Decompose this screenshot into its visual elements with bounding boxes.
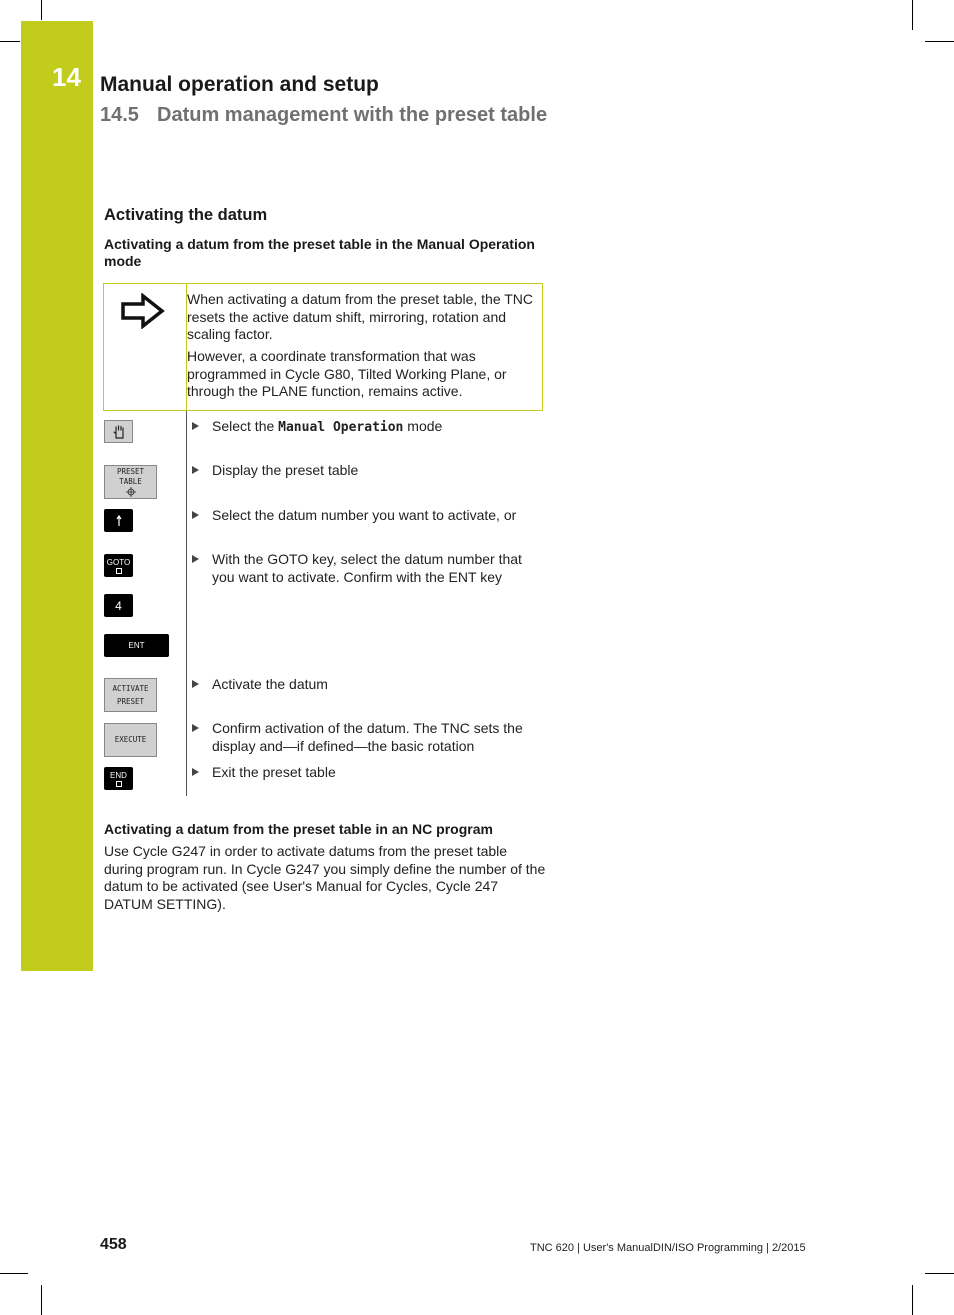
end-key[interactable] xyxy=(104,767,133,790)
preset-table-label-1: PRESET xyxy=(116,467,145,476)
page-number: 458 xyxy=(100,1236,127,1253)
step-1-pre: Select the xyxy=(212,418,279,434)
preset-table-softkey[interactable] xyxy=(104,465,157,499)
subheading-manual-mode: Activating a datum from the preset table in the Manual Operation mode xyxy=(104,236,535,269)
ent-key-label: ENT xyxy=(128,641,145,650)
activate-label-1: ACTIVATE xyxy=(112,683,149,693)
ent-key[interactable] xyxy=(104,634,169,657)
step-6-text: Confirm activation of the datum. The TNC sets the display and—if defined—the basic rotation xyxy=(212,720,523,754)
execute-label: EXECUTE xyxy=(114,735,147,744)
crop-mark xyxy=(41,1285,42,1315)
bullet-triangle-icon xyxy=(192,724,199,732)
step-divider-line xyxy=(186,411,187,796)
activate-label-2: PRESET xyxy=(116,696,145,706)
step-5-text: Activate the datum xyxy=(212,676,328,692)
section-title-text: Datum management with the preset table xyxy=(157,104,548,126)
step-4-text: With the GOTO key, select the datum number that you want to activate. Confirm with the ENT key xyxy=(212,551,522,585)
hand-icon xyxy=(112,424,126,439)
crop-mark xyxy=(912,1285,913,1315)
crop-mark xyxy=(925,41,954,42)
step-7 xyxy=(192,763,544,781)
key-square-icon xyxy=(116,781,122,787)
step-4 xyxy=(192,550,544,586)
subheading-nc-program: Activating a datum from the preset table in an NC program xyxy=(104,821,493,837)
bullet-triangle-icon xyxy=(192,768,199,776)
heading-activating-datum: Activating the datum xyxy=(104,206,268,224)
note-paragraph-2: However, a coordinate transformation that was programmed in Cycle G80, Tilted Working Plane, or through the PLANE function, remains active. xyxy=(187,348,507,399)
arrow-right-icon xyxy=(121,293,165,329)
crop-mark xyxy=(41,0,42,20)
execute-softkey[interactable] xyxy=(104,723,157,757)
goto-key-label: GOTO xyxy=(106,557,131,567)
step-7-text: Exit the preset table xyxy=(212,764,336,780)
step-6 xyxy=(192,719,544,755)
bullet-triangle-icon xyxy=(192,511,199,519)
note-box xyxy=(103,283,543,411)
note-paragraph-1: When activating a datum from the preset table, the TNC resets the active datum shift, mirroring, rotation and scaling factor. xyxy=(187,291,534,342)
step-3 xyxy=(192,506,544,524)
number-4-key[interactable] xyxy=(104,594,133,617)
step-3-text: Select the datum number you want to activate, or xyxy=(212,507,517,523)
footer-text: TNC 620 | User's ManualDIN/ISO Programming | 2/2015 xyxy=(530,1242,806,1254)
crop-mark xyxy=(912,0,913,30)
section-number: 14.5 xyxy=(100,104,139,126)
end-key-label: END xyxy=(110,770,127,780)
chapter-number: 14 xyxy=(52,62,81,92)
bullet-triangle-icon xyxy=(192,555,199,563)
number-4-label: 4 xyxy=(115,598,122,613)
step-1 xyxy=(192,417,544,437)
step-5 xyxy=(192,675,544,693)
step-2 xyxy=(192,461,544,479)
crosshair-icon xyxy=(126,487,136,497)
bullet-triangle-icon xyxy=(192,680,199,688)
crop-mark xyxy=(0,1273,28,1274)
chapter-title: Manual operation and setup xyxy=(100,73,379,96)
arrow-up-icon xyxy=(116,515,122,527)
preset-table-label-2: TABLE xyxy=(119,477,142,486)
arrow-up-key[interactable] xyxy=(104,509,133,532)
key-square-icon xyxy=(116,568,122,574)
section-title xyxy=(100,104,547,127)
manual-operation-key[interactable] xyxy=(104,420,133,443)
crop-mark xyxy=(0,41,20,42)
step-1-bold: Manual Operation xyxy=(278,420,404,435)
chapter-band xyxy=(21,21,93,971)
bullet-triangle-icon xyxy=(192,466,199,474)
step-1-post: mode xyxy=(403,418,443,434)
goto-key[interactable] xyxy=(104,554,133,577)
activate-preset-softkey[interactable] xyxy=(104,678,157,712)
nc-program-paragraph: Use Cycle G247 in order to activate datums from the preset table during program run. In Cycle G247 you simply define the number of the datum to be activated (see User's Manual for Cycles, Cycle 247 DATUM SETTING). xyxy=(104,843,546,912)
bullet-triangle-icon xyxy=(192,422,199,430)
step-2-text: Display the preset table xyxy=(212,462,359,478)
crop-mark xyxy=(925,1273,954,1274)
